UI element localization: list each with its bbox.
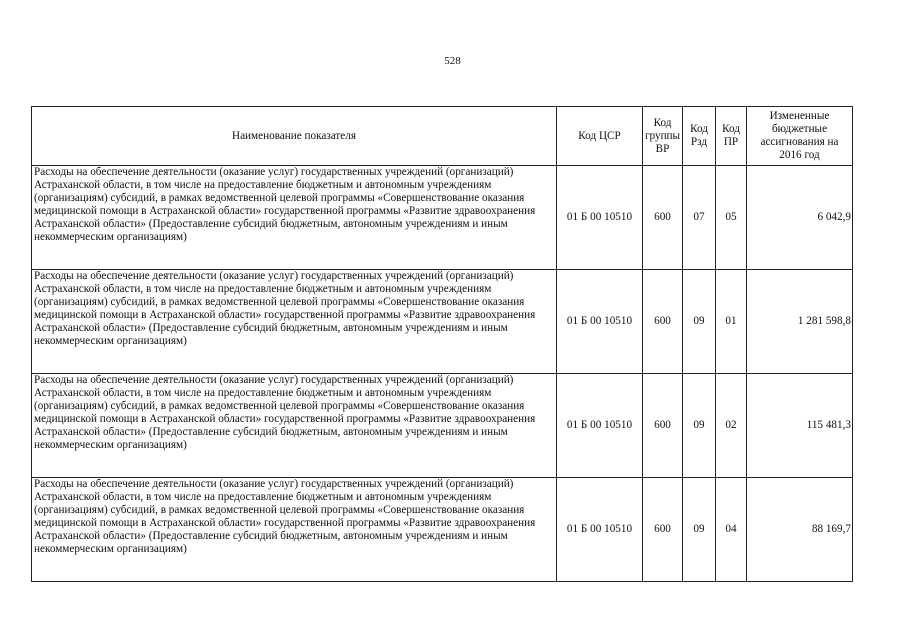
- header-vr: Код группы ВР: [643, 107, 683, 166]
- row-name: Расходы на обеспечение деятельности (оказание услуг) государственных учреждений (организаций) Астраханской области, в том числе на предоставление бюджетным и автономным учреждениям (организациям) субсидий, в рамках ведомственной целевой программы «Совершенствование оказания медицинской помощи в Астраханской области» государственной программы «Развитие здравоохранения Астраханской области» (Предоставление субсидий бюджетным, автономным учреждениям и иным некоммерческим организациям): [32, 270, 557, 374]
- header-name: Наименование показателя: [32, 107, 557, 166]
- header-rzd: Код Рзд: [683, 107, 716, 166]
- header-csr: Код ЦСР: [557, 107, 643, 166]
- page-number: 528: [444, 55, 461, 67]
- row-vr: 600: [643, 270, 683, 374]
- row-pr: 01: [716, 270, 747, 374]
- table-row: [32, 270, 853, 374]
- row-rzd: 09: [683, 478, 716, 582]
- table-row: [32, 166, 853, 270]
- header-amount: Измененные бюджетные ассигнования на 2016 год: [747, 107, 853, 166]
- row-vr: 600: [643, 166, 683, 270]
- row-csr: 01 Б 00 10510: [557, 478, 643, 582]
- row-name: Расходы на обеспечение деятельности (оказание услуг) государственных учреждений (организаций) Астраханской области, в том числе на предоставление бюджетным и автономным учреждениям (организациям) субсидий, в рамках ведомственной целевой программы «Совершенствование оказания медицинской помощи в Астраханской области» государственной программы «Развитие здравоохранения Астраханской области» (Предоставление субсидий бюджетным, автономным учреждениям и иным некоммерческим организациям): [32, 166, 557, 270]
- row-csr: 01 Б 00 10510: [557, 374, 643, 478]
- row-rzd: 09: [683, 374, 716, 478]
- header-pr: Код ПР: [716, 107, 747, 166]
- row-vr: 600: [643, 478, 683, 582]
- row-rzd: 09: [683, 270, 716, 374]
- row-csr: 01 Б 00 10510: [557, 270, 643, 374]
- row-name: Расходы на обеспечение деятельности (оказание услуг) государственных учреждений (организаций) Астраханской области, в том числе на предоставление бюджетным и автономным учреждениям (организациям) субсидий, в рамках ведомственной целевой программы «Совершенствование оказания медицинской помощи в Астраханской области» государственной программы «Развитие здравоохранения Астраханской области» (Предоставление субсидий бюджетным, автономным учреждениям и иным некоммерческим организациям): [32, 478, 557, 582]
- row-amount: 88 169,7: [747, 478, 853, 582]
- row-rzd: 07: [683, 166, 716, 270]
- row-pr: 04: [716, 478, 747, 582]
- row-amount: 115 481,3: [747, 374, 853, 478]
- row-csr: 01 Б 00 10510: [557, 166, 643, 270]
- row-amount: 1 281 598,8: [747, 270, 853, 374]
- table-row: [32, 374, 853, 478]
- table-row: [32, 478, 853, 582]
- table-header-row: [32, 107, 853, 166]
- row-name: Расходы на обеспечение деятельности (оказание услуг) государственных учреждений (организаций) Астраханской области, в том числе на предоставление бюджетным и автономным учреждениям (организациям) субсидий, в рамках ведомственной целевой программы «Совершенствование оказания медицинской помощи в Астраханской области» государственной программы «Развитие здравоохранения Астраханской области» (Предоставление субсидий бюджетным, автономным учреждениям и иным некоммерческим организациям): [32, 374, 557, 478]
- row-pr: 05: [716, 166, 747, 270]
- row-pr: 02: [716, 374, 747, 478]
- budget-table: [31, 106, 853, 582]
- row-amount: 6 042,9: [747, 166, 853, 270]
- row-vr: 600: [643, 374, 683, 478]
